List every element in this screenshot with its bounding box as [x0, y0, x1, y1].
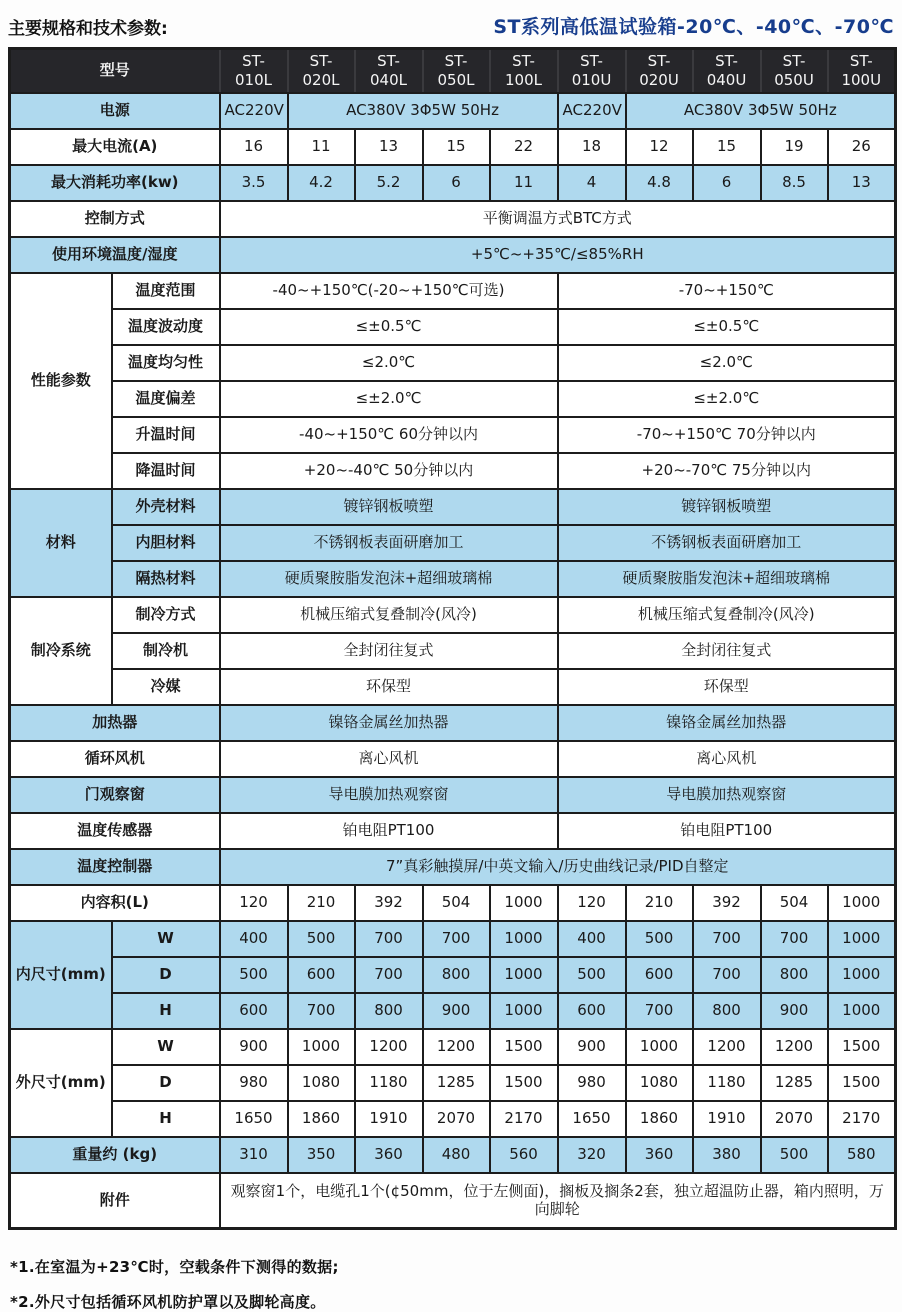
spec-row: [10, 49, 896, 93]
value-cell: 700: [423, 921, 490, 957]
value-cell: 4.8: [626, 165, 693, 201]
spec-row: [10, 273, 896, 309]
value-cell: 铂电阻PT100: [220, 813, 558, 849]
spec-row: [10, 705, 896, 741]
value-cell: 15: [423, 129, 490, 165]
value-cell: 1080: [288, 1065, 355, 1101]
spec-row: [10, 1101, 896, 1137]
value-cell: 360: [626, 1137, 693, 1173]
value-cell: 1000: [828, 885, 896, 921]
value-cell: 12: [626, 129, 693, 165]
value-cell: 不锈钢板表面研磨加工: [220, 525, 558, 561]
titlebar: [8, 8, 894, 47]
spec-row: [10, 417, 896, 453]
row-label-cell: 温度控制器: [10, 849, 220, 885]
value-cell: +20~-40℃ 50分钟以内: [220, 453, 558, 489]
row-label-cell: 附件: [10, 1173, 220, 1229]
value-cell: 6: [693, 165, 761, 201]
value-cell: 机械压缩式复叠制冷(风冷): [558, 597, 896, 633]
value-cell: 980: [220, 1065, 288, 1101]
value-cell: 560: [490, 1137, 558, 1173]
value-cell: 504: [761, 885, 828, 921]
value-cell: 1000: [828, 957, 896, 993]
value-cell: +5℃~+35℃/≤85%RH: [220, 237, 896, 273]
spec-row: [10, 1065, 896, 1101]
value-cell: 580: [828, 1137, 896, 1173]
value-cell: 1500: [828, 1065, 896, 1101]
value-cell: 6: [423, 165, 490, 201]
value-cell: 500: [220, 957, 288, 993]
value-cell: 5.2: [355, 165, 423, 201]
model-header-cell: ST-020U: [626, 49, 693, 93]
row-label-cell: 加热器: [10, 705, 220, 741]
spec-table: [8, 47, 897, 1230]
value-cell: 4: [558, 165, 626, 201]
value-cell: 硬质聚胺脂发泡沫+超细玻璃棉: [220, 561, 558, 597]
value-cell: 500: [558, 957, 626, 993]
model-header-cell: ST-010U: [558, 49, 626, 93]
row-label-cell: 温度传感器: [10, 813, 220, 849]
spec-row: [10, 849, 896, 885]
value-cell: -70~+150℃ 70分钟以内: [558, 417, 896, 453]
value-cell: 500: [761, 1137, 828, 1173]
value-cell: 离心风机: [220, 741, 558, 777]
value-cell: 1860: [626, 1101, 693, 1137]
value-cell: 1285: [761, 1065, 828, 1101]
value-cell: -40~+150℃ 60分钟以内: [220, 417, 558, 453]
value-cell: 504: [423, 885, 490, 921]
value-cell: 392: [693, 885, 761, 921]
value-cell: 700: [693, 957, 761, 993]
spec-row: [10, 453, 896, 489]
footnote-2: *2.外尺寸包括循环风机防护罩以及脚轮高度。: [10, 1293, 326, 1311]
value-cell: 1910: [693, 1101, 761, 1137]
value-cell: 1910: [355, 1101, 423, 1137]
spec-row: [10, 633, 896, 669]
group-label-cell: 性能参数: [10, 273, 112, 489]
sub-label-cell: H: [112, 1101, 220, 1137]
value-cell: 8.5: [761, 165, 828, 201]
value-cell: 350: [288, 1137, 355, 1173]
value-cell: 1000: [490, 993, 558, 1029]
spec-row: [10, 957, 896, 993]
sub-label-cell: 温度偏差: [112, 381, 220, 417]
value-cell: 16: [220, 129, 288, 165]
sub-label-cell: W: [112, 921, 220, 957]
model-header-cell: ST-050L: [423, 49, 490, 93]
value-cell: 1200: [355, 1029, 423, 1065]
value-cell: 1000: [288, 1029, 355, 1065]
value-cell: 1650: [220, 1101, 288, 1137]
value-cell: 392: [355, 885, 423, 921]
sub-label-cell: 降温时间: [112, 453, 220, 489]
spec-row: [10, 129, 896, 165]
model-header-cell: ST-040L: [355, 49, 423, 93]
value-cell: ≤±0.5℃: [220, 309, 558, 345]
row-label-cell: 控制方式: [10, 201, 220, 237]
row-label-cell: 使用环境温度/湿度: [10, 237, 220, 273]
value-cell: 600: [220, 993, 288, 1029]
value-cell: 13: [828, 165, 896, 201]
value-cell: 全封闭往复式: [220, 633, 558, 669]
value-cell: 导电膜加热观察窗: [220, 777, 558, 813]
value-cell: 1180: [355, 1065, 423, 1101]
value-cell: 900: [423, 993, 490, 1029]
group-label-cell: 材料: [10, 489, 112, 597]
spec-row: [10, 597, 896, 633]
row-label-cell: 循环风机: [10, 741, 220, 777]
value-cell: 360: [355, 1137, 423, 1173]
value-cell: 26: [828, 129, 896, 165]
value-cell: 1500: [490, 1065, 558, 1101]
model-header-cell: ST-020L: [288, 49, 355, 93]
value-cell: 全封闭往复式: [558, 633, 896, 669]
spec-row: [10, 1173, 896, 1229]
value-cell: 4.2: [288, 165, 355, 201]
row-label-cell: 重量约 (kg): [10, 1137, 220, 1173]
spec-row: [10, 345, 896, 381]
value-cell: ≤2.0℃: [558, 345, 896, 381]
spec-row: [10, 1029, 896, 1065]
value-cell: 1285: [423, 1065, 490, 1101]
value-cell: 1200: [761, 1029, 828, 1065]
value-cell: 480: [423, 1137, 490, 1173]
value-cell: 镀锌钢板喷塑: [220, 489, 558, 525]
value-cell: 18: [558, 129, 626, 165]
spec-row: [10, 237, 896, 273]
value-cell: 500: [288, 921, 355, 957]
value-cell: 3.5: [220, 165, 288, 201]
sub-label-cell: 升温时间: [112, 417, 220, 453]
value-cell: 320: [558, 1137, 626, 1173]
value-cell: -40~+150℃(-20~+150℃可选): [220, 273, 558, 309]
footnote-1: *1.在室温为+23℃时，空载条件下测得的数据;: [10, 1258, 339, 1276]
value-cell: 310: [220, 1137, 288, 1173]
value-cell: 导电膜加热观察窗: [558, 777, 896, 813]
spec-row: [10, 561, 896, 597]
sub-label-cell: 制冷方式: [112, 597, 220, 633]
value-cell: 700: [626, 993, 693, 1029]
sub-label-cell: 内胆材料: [112, 525, 220, 561]
value-cell: 1180: [693, 1065, 761, 1101]
spec-row: [10, 813, 896, 849]
value-cell: 1000: [490, 957, 558, 993]
value-cell: 1650: [558, 1101, 626, 1137]
value-cell: 800: [693, 993, 761, 1029]
spec-row: [10, 309, 896, 345]
value-cell: 1000: [828, 993, 896, 1029]
value-cell: ≤2.0℃: [220, 345, 558, 381]
model-header-cell: ST-010L: [220, 49, 288, 93]
spec-row: [10, 777, 896, 813]
sub-label-cell: 温度均匀性: [112, 345, 220, 381]
spec-row: [10, 669, 896, 705]
value-cell: 不锈钢板表面研磨加工: [558, 525, 896, 561]
row-label-cell: 门观察窗: [10, 777, 220, 813]
value-cell: 2070: [423, 1101, 490, 1137]
sub-label-cell: 外壳材料: [112, 489, 220, 525]
value-cell: 500: [626, 921, 693, 957]
value-cell: 800: [761, 957, 828, 993]
row-label-cell: 内容积(L): [10, 885, 220, 921]
value-cell: 镀锌钢板喷塑: [558, 489, 896, 525]
value-cell: 1500: [828, 1029, 896, 1065]
sub-label-cell: D: [112, 1065, 220, 1101]
value-cell: 900: [220, 1029, 288, 1065]
value-cell: 900: [558, 1029, 626, 1065]
value-cell: 800: [355, 993, 423, 1029]
page-title: 主要规格和技术参数:: [8, 19, 168, 39]
row-label-cell: 最大电流(A): [10, 129, 220, 165]
value-cell: 400: [558, 921, 626, 957]
value-cell: 环保型: [558, 669, 896, 705]
row-label-cell: 型号: [10, 49, 220, 93]
value-cell: ≤±0.5℃: [558, 309, 896, 345]
row-label-cell: 电源: [10, 93, 220, 129]
value-cell: 700: [355, 957, 423, 993]
value-cell: 11: [490, 165, 558, 201]
value-cell: 1000: [490, 885, 558, 921]
spec-row: [10, 1137, 896, 1173]
model-header-cell: ST-050U: [761, 49, 828, 93]
value-cell: 700: [693, 921, 761, 957]
value-cell: 120: [558, 885, 626, 921]
row-label-cell: 最大消耗功率(kw): [10, 165, 220, 201]
sub-label-cell: 温度范围: [112, 273, 220, 309]
group-label-cell: 内尺寸(mm): [10, 921, 112, 1029]
value-cell: 980: [558, 1065, 626, 1101]
sub-label-cell: 冷媒: [112, 669, 220, 705]
value-cell: 120: [220, 885, 288, 921]
value-cell: AC380V 3Φ5W 50Hz: [626, 93, 896, 129]
value-cell: 1000: [626, 1029, 693, 1065]
series-title: ST系列高低温试验箱-20℃、-40℃、-70℃: [493, 16, 894, 38]
value-cell: 380: [693, 1137, 761, 1173]
model-header-cell: ST-100L: [490, 49, 558, 93]
value-cell: 离心风机: [558, 741, 896, 777]
value-cell: 1080: [626, 1065, 693, 1101]
value-cell: 600: [626, 957, 693, 993]
spec-row: [10, 921, 896, 957]
value-cell: 2170: [828, 1101, 896, 1137]
sub-label-cell: D: [112, 957, 220, 993]
value-cell: AC380V 3Φ5W 50Hz: [288, 93, 558, 129]
value-cell: 机械压缩式复叠制冷(风冷): [220, 597, 558, 633]
value-cell: 1860: [288, 1101, 355, 1137]
value-cell: +20~-70℃ 75分钟以内: [558, 453, 896, 489]
sub-label-cell: 制冷机: [112, 633, 220, 669]
value-cell: 15: [693, 129, 761, 165]
value-cell: 700: [288, 993, 355, 1029]
value-cell: 19: [761, 129, 828, 165]
group-label-cell: 外尺寸(mm): [10, 1029, 112, 1137]
value-cell: 600: [288, 957, 355, 993]
value-cell: 铂电阻PT100: [558, 813, 896, 849]
value-cell: 平衡调温方式BTC方式: [220, 201, 896, 237]
spec-row: [10, 93, 896, 129]
value-cell: 600: [558, 993, 626, 1029]
model-header-cell: ST-040U: [693, 49, 761, 93]
value-cell: 1000: [828, 921, 896, 957]
value-cell: 2170: [490, 1101, 558, 1137]
value-cell: 800: [423, 957, 490, 993]
sub-label-cell: H: [112, 993, 220, 1029]
value-cell: 700: [355, 921, 423, 957]
spec-row: [10, 381, 896, 417]
value-cell: 1200: [423, 1029, 490, 1065]
value-cell: ≤±2.0℃: [558, 381, 896, 417]
spec-row: [10, 525, 896, 561]
value-cell: 400: [220, 921, 288, 957]
group-label-cell: 制冷系统: [10, 597, 112, 705]
value-cell: 1000: [490, 921, 558, 957]
value-cell: AC220V: [558, 93, 626, 129]
value-cell: 镍铬金属丝加热器: [558, 705, 896, 741]
spec-row: [10, 741, 896, 777]
footnotes: [10, 1256, 894, 1312]
spec-row: [10, 489, 896, 525]
value-cell: 13: [355, 129, 423, 165]
sub-label-cell: 温度波动度: [112, 309, 220, 345]
value-cell: 1500: [490, 1029, 558, 1065]
value-cell: 2070: [761, 1101, 828, 1137]
value-cell: 210: [288, 885, 355, 921]
value-cell: 210: [626, 885, 693, 921]
spec-row: [10, 201, 896, 237]
value-cell: 观察窗1个，电缆孔1个(¢50mm，位于左侧面)，搁板及搁条2套，独立超温防止器，箱内照明，万向脚轮: [220, 1173, 896, 1229]
spec-row: [10, 165, 896, 201]
sub-label-cell: 隔热材料: [112, 561, 220, 597]
value-cell: 11: [288, 129, 355, 165]
value-cell: AC220V: [220, 93, 288, 129]
sub-label-cell: W: [112, 1029, 220, 1065]
value-cell: 22: [490, 129, 558, 165]
value-cell: 镍铬金属丝加热器: [220, 705, 558, 741]
value-cell: 900: [761, 993, 828, 1029]
value-cell: 7”真彩触摸屏/中英文输入/历史曲线记录/PID自整定: [220, 849, 896, 885]
value-cell: 1200: [693, 1029, 761, 1065]
value-cell: ≤±2.0℃: [220, 381, 558, 417]
spec-row: [10, 885, 896, 921]
value-cell: 环保型: [220, 669, 558, 705]
spec-row: [10, 993, 896, 1029]
value-cell: 700: [761, 921, 828, 957]
value-cell: 硬质聚胺脂发泡沫+超细玻璃棉: [558, 561, 896, 597]
value-cell: -70~+150℃: [558, 273, 896, 309]
model-header-cell: ST-100U: [828, 49, 896, 93]
